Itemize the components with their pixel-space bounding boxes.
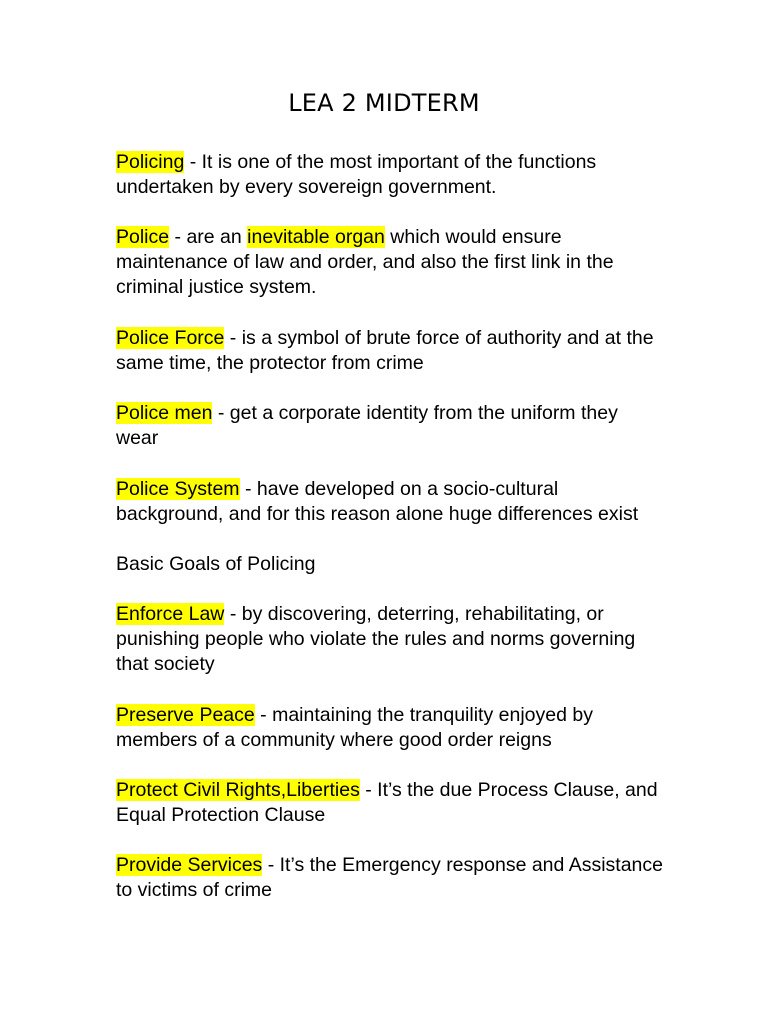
- goal-text: - maintaining the tranquility enjoyed by members of a community where good order reigns: [116, 704, 593, 751]
- document-title: LEA 2 MIDTERM: [288, 89, 480, 117]
- definition-text: - get a corporate identity from the uniform they wear: [116, 402, 618, 449]
- term-highlight: Protect Civil Rights,Liberties: [116, 779, 360, 801]
- definition-police-force: [116, 326, 664, 376]
- goal-text: - by discovering, deterring, rehabilitating, or punishing people who violate the rules and norms governing that society: [116, 603, 636, 675]
- goal-provide-services: [116, 853, 664, 903]
- term-highlight: Provide Services: [116, 854, 263, 876]
- section-heading: Basic Goals of Policing: [116, 553, 316, 575]
- definition-text: - It is one of the most important of the functions undertaken by every sovereign government.: [116, 151, 597, 198]
- definition-police-system: [116, 477, 664, 527]
- goal-preserve-peace: [116, 703, 664, 753]
- definition-text: - have developed on a socio-cultural background, and for this reason alone huge differences exist: [116, 478, 639, 525]
- term-highlight: Preserve Peace: [116, 704, 255, 726]
- goal-enforce-law: [116, 602, 664, 677]
- definition-police: [116, 225, 664, 300]
- term-highlight: Police men: [116, 402, 213, 424]
- term-highlight: Police: [116, 226, 170, 248]
- definition-police-men: [116, 401, 664, 451]
- term-highlight: Enforce Law: [116, 603, 225, 625]
- term-highlight: Policing: [116, 151, 185, 173]
- definition-policing: [116, 150, 664, 200]
- term-highlight: Police System: [116, 478, 240, 500]
- definition-text-before: - are an: [169, 226, 248, 248]
- term-highlight: Police Force: [116, 327, 225, 349]
- goal-text: - It’s the Emergency response and Assistance to victims of crime: [116, 854, 663, 901]
- definition-text-after: which would ensure maintenance of law and order, and also the first link in the criminal justice system.: [116, 226, 614, 298]
- definition-text: - is a symbol of brute force of authority and at the same time, the protector from crime: [116, 327, 654, 374]
- goal-text: - It’s the due Process Clause, and Equal Protection Clause: [116, 779, 658, 826]
- emphasis-highlight: inevitable organ: [247, 226, 385, 248]
- goal-protect-civil-rights: [116, 778, 664, 828]
